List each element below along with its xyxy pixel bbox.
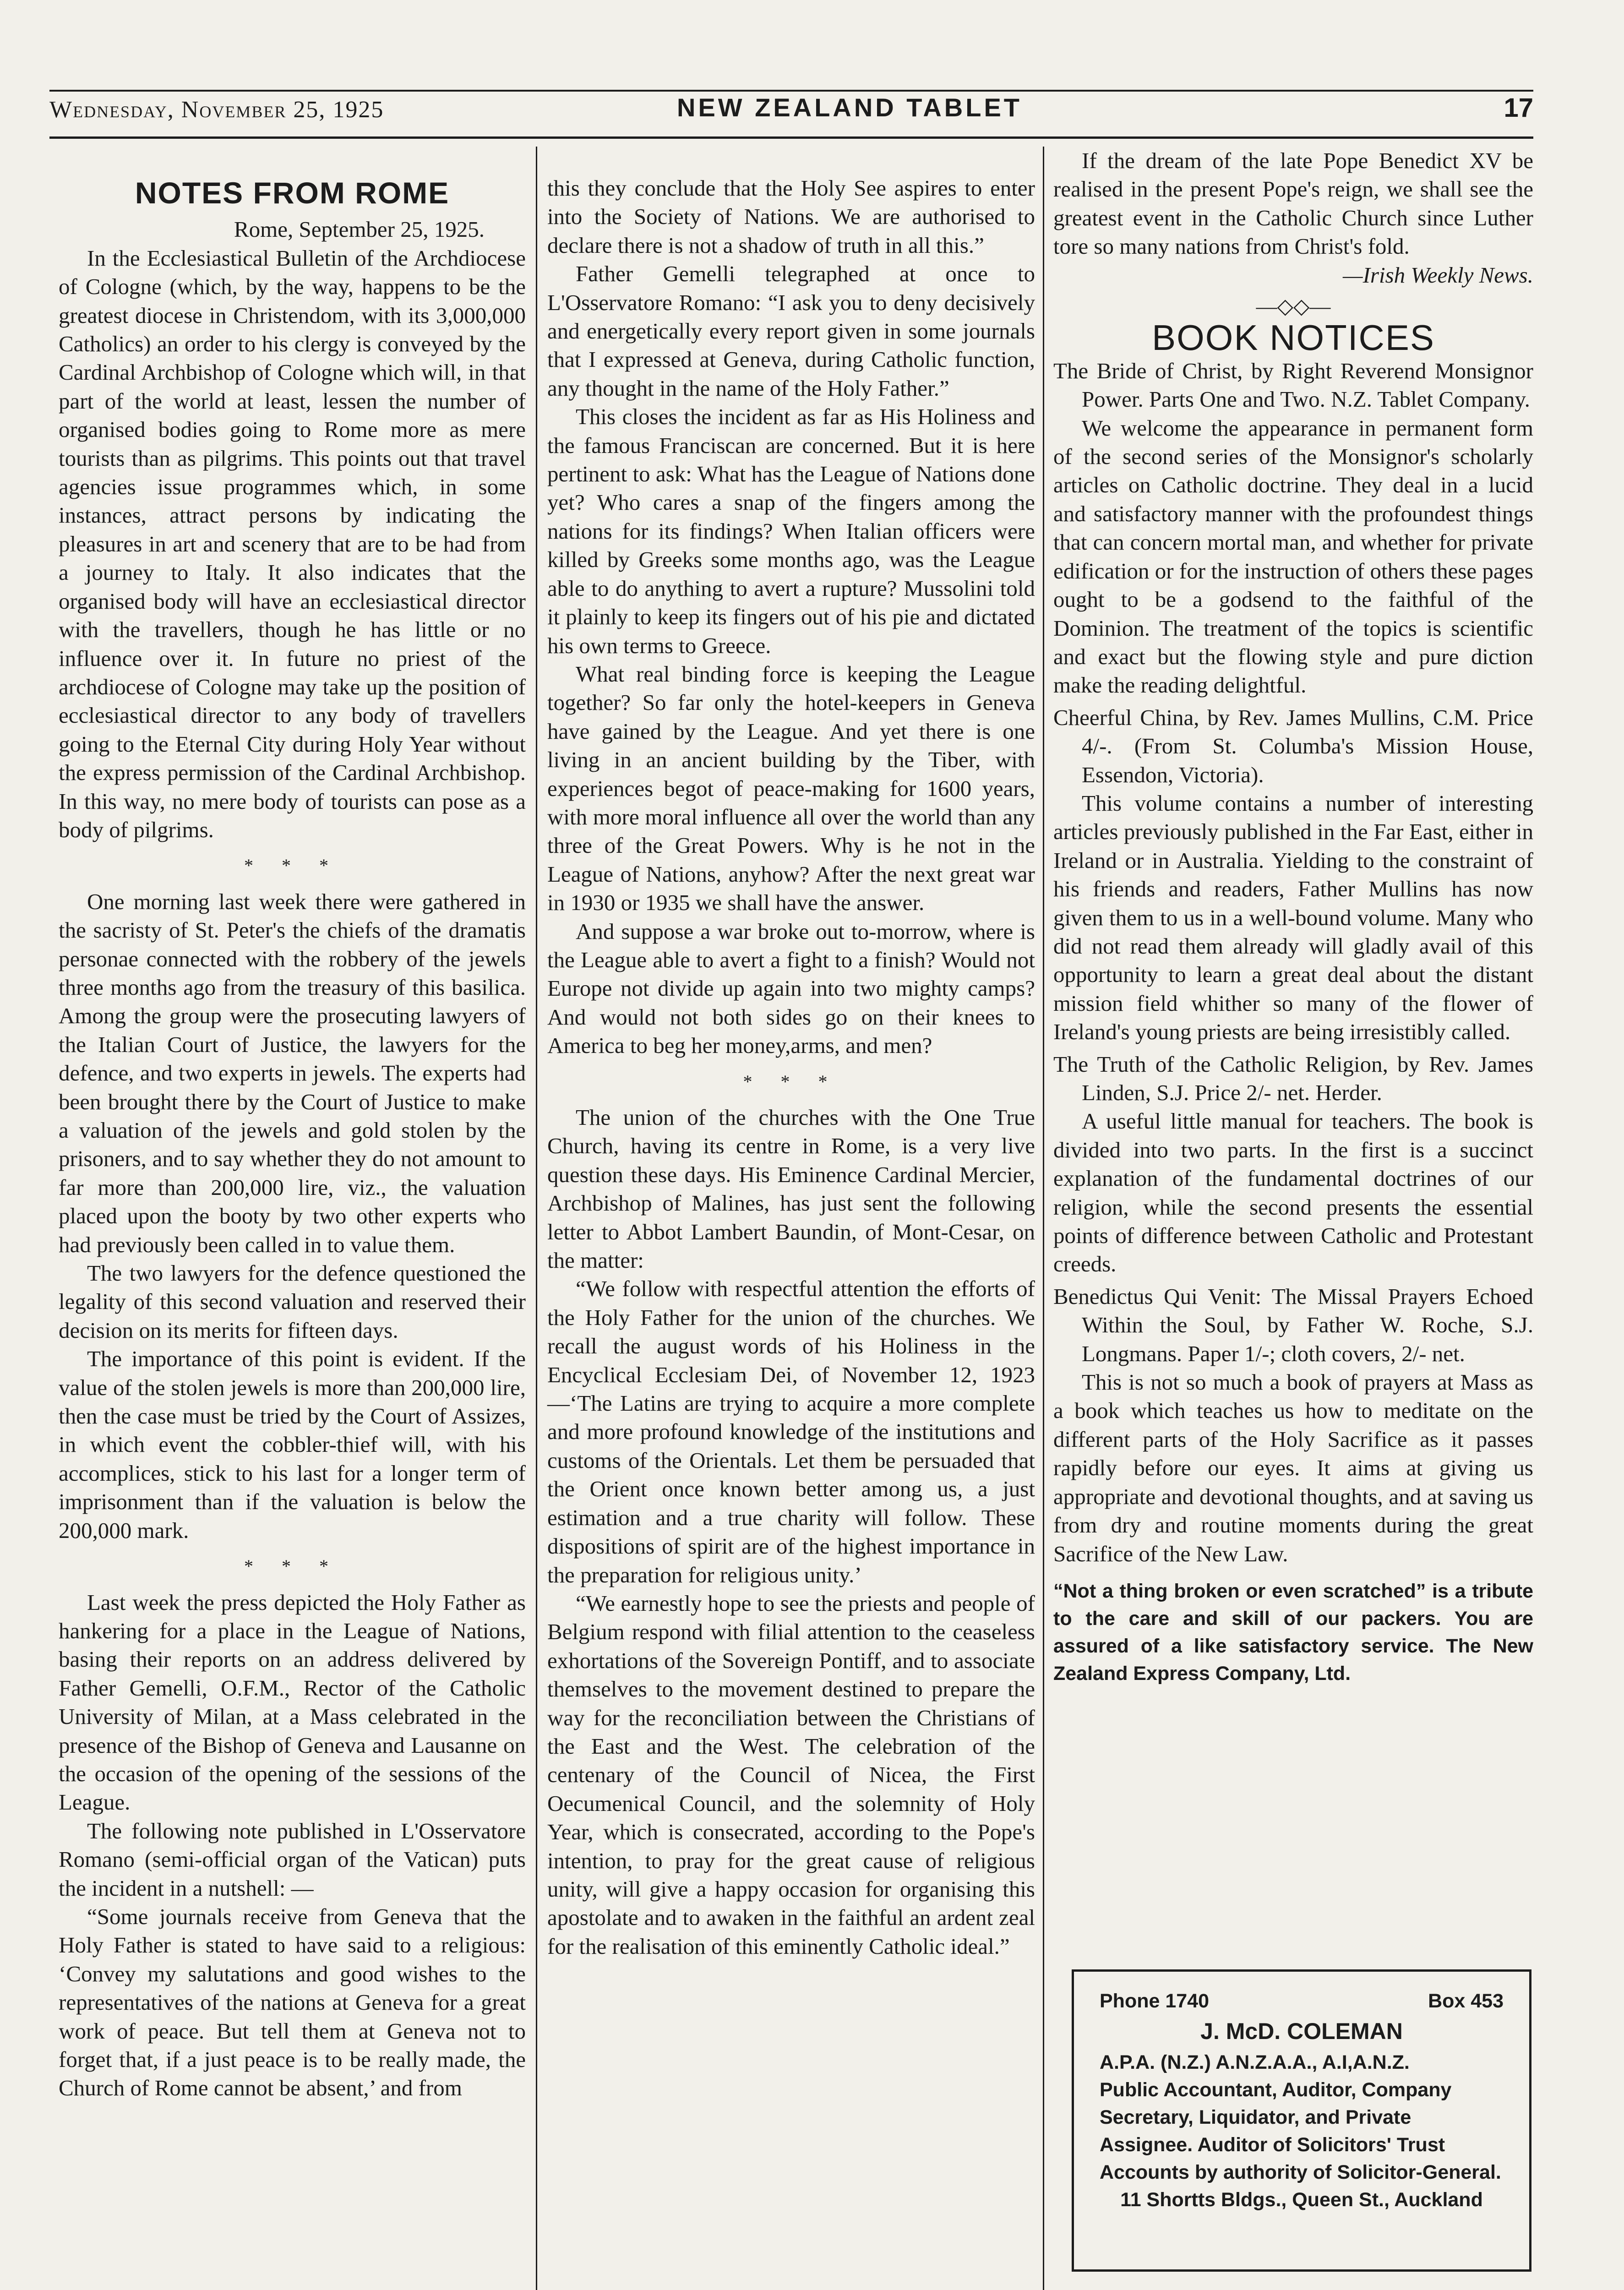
column-right [1053,147,1533,1687]
rome-paragraph-10: This closes the incident as far as His Holiness and the famous Franciscan are concerned. But it is here pertinent to ask: What has the League of Nations done yet? Who cares a snap of the fingers among the nations for its findings? When Italian officers were killed by Greeks some months ago, was the League able to do anything to avert a rupture? Mussolini told it plainly to keep its fingers out of his pie and dictated his own terms to Greece. [547,404,1035,658]
coleman-phone: Phone 1740 [1100,1990,1209,2012]
column-left [59,174,526,2103]
rome-paragraph-16: If the dream of the late Pope Benedict XV be realised in the present Pope's reign, we shall see the greatest event in the Catholic Church since Luther tore so many nations from Christ's fold. [1053,148,1533,259]
coleman-qualifications: A.P.A. (N.Z.) A.N.Z.A.A., A.I,A.N.Z. [1100,2051,1410,2073]
rome-paragraph-2: One morning last week there were gathered in the sacristy of St. Peter's the chiefs of the dramatis personae connected with the robbery of the jewels three months ago from the treasury of this basilica. Among the group were the prosecuting lawyers of the Italian Court of Justice, the lawyers for the defence, and two experts in jewels. The experts had been brought there by the Court of Justice to make a valuation of the jewels and gold stolen by the prisoners, and to say whether they do not amount to far more than 200,000 lire, viz., the valuation placed upon the booty by two other experts who had previously been called in to value them. [59,889,526,1257]
article-title-rome: NOTES FROM ROME [135,176,450,210]
coleman-box: Box 453 [1428,1990,1504,2012]
section-break: * * * [244,855,340,876]
rome-paragraph-4: The importance of this point is evident. If the value of the stolen jewels is more than 200,000 lire, then the case must be tried by the Court of Assizes, in which event the cobbler-thief will, with his accomplices, stick to his last for a longer term of imprisonment than if the valuation is below the 200,000 mark. [59,1346,526,1543]
rome-paragraph-9: Father Gemelli telegraphed at once to L'Osservatore Romano: “I ask you to deny decisively and energetically every report given in some journals that I expressed at Geneva, during Catholic function, any thought in the name of the Holy Father.” [547,261,1035,401]
page-number: 17 [1504,93,1533,123]
book-notice [1053,703,1533,1047]
quote-source: —Irish Weekly News. [1343,262,1533,288]
rome-paragraph-7: “Some journals receive from Geneva that the Holy Father is stated to have said to a religious: ‘Convey my salutations and good wishes to the representatives of the nations at Geneva for a great work of peace. But tell them at Geneva not to forget that, if a just peace is to be really made, the Church of Rome cannot be absent,’ and from [59,1903,526,2101]
rome-paragraph-5: Last week the press depicted the Holy Father as hankering for a place in the League of Nations, basing their reports on an address delivered by Father Gemelli, O.F.M., Rector of the Catholic University of Milan, at a Mass celebrated in the presence of the Bishop of Geneva and Lausanne on the occasion of the opening of the sessions of the League. [59,1589,526,1815]
column-rule-1 [536,147,537,2290]
book-review: We welcome the appearance in permanent form of the second series of the Monsignor's scholarly articles on Catholic doctrine. They deal in a lucid and satisfactory manner with the profoundest things that can concern mortal man, and whether for private edification or for the instruction of others these pages ought to be a godsend to the faithful of the Dominion. The treatment of the topics is scientific and exact but the flowing style and pure diction make the reading delightful. [1053,415,1533,698]
coleman-name: J. McD. COLEMAN [1200,2018,1403,2044]
coleman-address: 11 Shortts Bldgs., Queen St., Auckland [1120,2189,1483,2211]
coleman-services: Public Accountant, Auditor, Company Secretary, Liquidator, and Private Assignee. Auditor of Solicitors' Trust Accounts by authority of Solicitor-General. [1100,2079,1501,2183]
section-break: * * * [743,1071,839,1092]
coleman-advertisement [1072,1969,1531,2272]
book-title: Benedictus Qui Venit: The Missal Prayers Echoed Within the Soul, by Father W. Roche, S.J. Longmans. Paper 1/-; cloth covers, 2/- net. [1053,1283,1533,1366]
rome-paragraph-13: The union of the churches with the One True Church, having its centre in Rome, is a very live question these days. His Eminence Cardinal Mercier, Archbishop of Malines, has just sent the following letter to Abbot Lambert Baundin, of Mont-Cesar, on the matter: [547,1105,1035,1273]
book-notices-title: BOOK NOTICES [1152,317,1435,358]
express-company-ad: “Not a thing broken or even scratched” is a tribute to the care and skill of our packers. You are assured of a like satisfactory service. The New Zealand Express Company, Ltd. [1053,1580,1533,1685]
rome-paragraph-3: The two lawyers for the defence questioned the legality of this second valuation and reserved their decision on its merits for fifteen days. [59,1260,526,1343]
page-header [49,93,1533,133]
book-title: The Bride of Christ, by Right Reverend Monsignor Power. Parts One and Two. N.Z. Tablet Company. [1053,358,1533,412]
column-rule-2 [1043,147,1044,2290]
book-review: A useful little manual for teachers. The book is divided into two parts. In the first is a succinct explanation of the fundamental doctrines of our religion, while the second presents the essential points of difference between Catholic and Protestant creeds. [1053,1108,1533,1277]
book-notice [1053,1282,1533,1568]
section-break: * * * [244,1556,340,1577]
rome-paragraph-12: And suppose a war broke out to-morrow, where is the League able to avert a fight to a finish? Would not Europe not divide up again into two mighty camps? And would not both sides go on their knees to America to beg her money,arms, and men? [547,918,1035,1058]
ornament-divider: —◇◇— [1256,294,1331,318]
book-review: This volume contains a number of interesting articles previously published in the Far East, either in Ireland or in Australia. Yielding to the constraint of his friends and readers, Father Mullins has now given them to us in a well-bound volume. Many who did not read them already will gladly avail of this opportunity to learn a great deal about the distant mission field whither so many of the flower of Ireland's young priests are being irresistibly called. [1053,790,1533,1045]
article-dateline: Rome, September 25, 1925. [234,217,485,242]
rome-paragraph-6: The following note published in L'Osservatore Romano (semi-official organ of the Vatican) puts the incident in a nutshell: — [59,1818,526,1901]
masthead: NEW ZEALAND TABLET [677,93,1022,122]
rome-paragraph-1: In the Ecclesiastical Bulletin of the Archdiocese of Cologne (which, by the way, happens to be the greatest diocese in Christendom, with its 3,000,000 Catholics) an order to his clergy is conveyed by the Cardinal Archbishop of Cologne which will, in that part of the world at least, lessen the number of organised bodies going to Rome more as mere tourists than as pilgrims. This points out that travel agencies issue programmes which, in some instances, attract persons by indicating the pleasures in art and scenery that are to be had from a journey to Italy. It also indicates that the organised body will have an ecclesiastical director with the travellers, though he has little or no influence over it. In future no priest of the archdiocese of Cologne may take up the position of ecclesiastical director to any body of travellers going to the Eternal City during Holy Year without the express permission of the Cardinal Archbishop. In this way, no mere body of tourists can pose as a body of pilgrims. [59,245,526,842]
issue-date: Wednesday, November 25, 1925 [49,97,384,123]
book-notice [1053,1050,1533,1279]
rome-paragraph-8: this they conclude that the Holy See aspires to enter into the Society of Nations. We are authorised to declare there is not a shadow of truth in all this.” [547,175,1035,258]
book-notice [1053,357,1533,700]
book-title: Cheerful China, by Rev. James Mullins, C.M. Price 4/-. (From St. Columba's Mission House, Essendon, Victoria). [1053,704,1533,787]
rome-paragraph-15: “We earnestly hope to see the priests and people of Belgium respond with filial attention to the ceaseless exhortations of the Sovereign Pontiff, and to associate themselves to the movement destined to prepare the way for the reconciliation between the Christians of the East and the West. The celebration of the centenary of the Council of Nicea, the First Oecumenical Council, and the solemnity of Holy Year, which is consecrated, according to the Pope's intention, to pray for the great cause of religious unity, will give a happy occasion for organising this apostolate and to awaken in the faithful an ardent zeal for the realisation of this eminently Catholic ideal.” [547,1590,1035,1959]
rome-paragraph-11: What real binding force is keeping the League together? So far only the hotel-keepers in Geneva have gained by the League. And yet there is one living in an ancient building by the Tiber, with experiences begot of peace-making for 1600 years, with more moral influence all over the world than any three of the Great Powers. Why is he not in the League of Nations, anyhow? After the next great war in 1930 or 1935 we shall have the answer. [547,661,1035,916]
column-middle [547,174,1035,1961]
header-rule-top [49,90,1533,92]
book-review: This is not so much a book of prayers at Mass as a book which teaches us how to meditate on the different parts of the Holy Sacrifice as it passes rapidly before our eyes. It aims at giving us appropriate and devotional thoughts, and at saving us from dry and routine moments during the great Sacrifice of the New Law. [1053,1369,1533,1566]
header-rule-bottom [49,136,1533,139]
rome-paragraph-14: “We follow with respectful attention the efforts of the Holy Father for the union of the churches. We recall the august words of his Holiness in the Encyclical Ecclesiam Dei, of November 12, 1923—‘The Latins are trying to acquire a more complete and more profound knowledge of the institutions and customs of the Orientals. Let them be persuaded that the Orient once known better among us, a just estimation and a true charity will follow. These dispositions of spirit are of the highest importance in the preparation for religious unity.’ [547,1276,1035,1587]
book-title: The Truth of the Catholic Religion, by Rev. James Linden, S.J. Price 2/- net. Herder. [1053,1051,1533,1105]
